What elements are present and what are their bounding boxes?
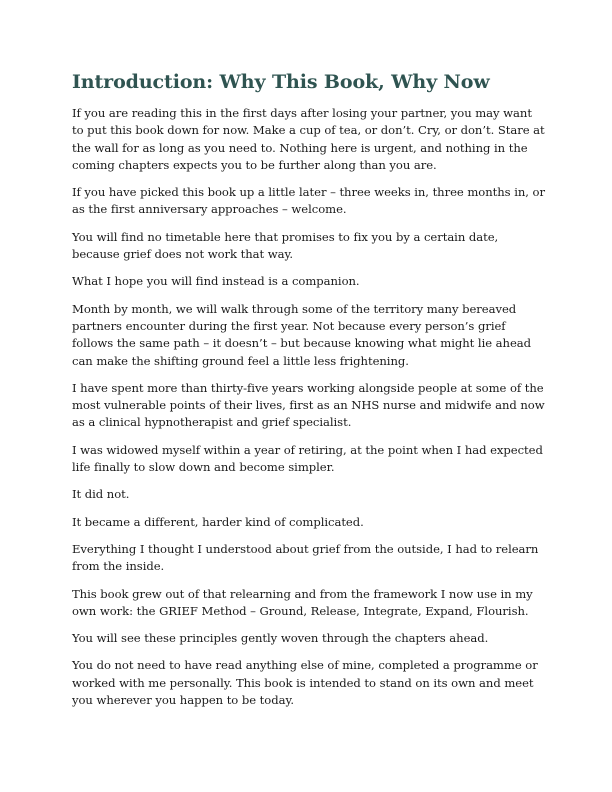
paragraph-7: I was widowed myself within a year of retiring, at the point when I had expected life finally to slow down and become simpler.: [72, 442, 543, 475]
paragraph-11: This book grew out of that relearning and from the framework I now use in my own work: the GRIEF Method – Ground, Release, Integrate, Expand, Flourish.: [72, 586, 533, 618]
page-title: Introduction: Why This Book, Why Now: [72, 71, 490, 93]
paragraph-10: Everything I thought I understood about grief from the outside, I had to relearn from the inside.: [72, 541, 539, 574]
paragraph-13: You do not need to have read anything else of mine, completed a programme or worked with me personally. This book is intended to stand on its own and meet you wherever you happen to be today.: [72, 658, 538, 708]
paragraph-9: It became a different, harder kind of complicated.: [72, 514, 364, 529]
paragraph-6: I have spent more than thirty-five years working alongside people at some of the most vulnerable points of their lives, first as an NHS nurse and midwife and now as a clinical hypnotherapist and grief specialist.: [72, 380, 545, 430]
document-page: [72, 68, 546, 719]
paragraph-12: You will see these principles gently woven through the chapters ahead.: [72, 631, 489, 646]
paragraph-1: If you are reading this in the first days after losing your partner, you may want to put this book down for now. Make a cup of tea, or don’t. Cry, or don’t. Stare at the wall for as long as you need to. Nothing here is urgent, and nothing in the coming chapters expects you to be further along than you are.: [72, 106, 545, 172]
paragraph-2: If you have picked this book up a little later – three weeks in, three months in, or as the first anniversary approaches – welcome.: [72, 185, 545, 217]
paragraph-4: What I hope you will find instead is a companion.: [72, 274, 360, 289]
paragraph-3: You will find no timetable here that promises to fix you by a certain date, because grief does not work that way.: [72, 229, 499, 262]
paragraph-5: Month by month, we will walk through some of the territory many bereaved partners encounter during the first year. Not because every person’s grief follows the same path – it doesn’t – but because knowing what might lie ahead can make the shifting ground feel a little less frightening.: [72, 301, 532, 368]
paragraph-8: It did not.: [72, 487, 130, 502]
